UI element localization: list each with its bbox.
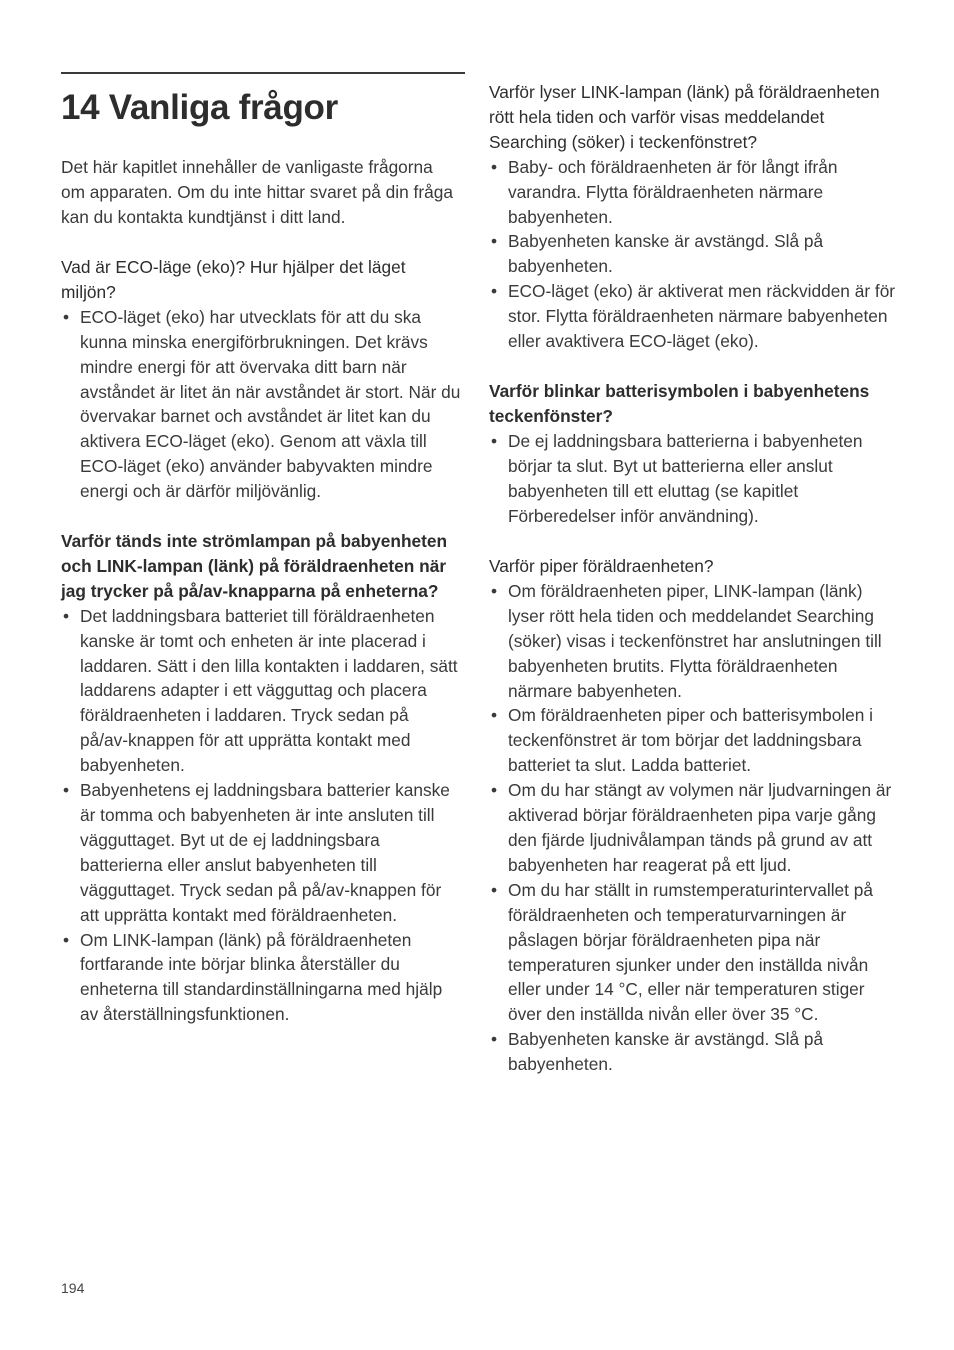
list-item: • Babyenheten kanske är avstängd. Slå på babyenheten. — [489, 229, 897, 279]
faq-answer-list — [489, 155, 897, 354]
list-item: • Babyenhetens ej laddningsbara batterier kanske är tomma och babyenheten är inte ansluten till vägguttaget. Byt ut de ej laddningsbara batterierna eller anslut babyenheten till vägguttaget. Tryck sedan på på/av-knappen för att upprätta kontakt med föräldraenheten. — [61, 778, 461, 927]
list-item: • Om föräldraenheten piper, LINK-lampan (länk) lyser rött hela tiden och meddelandet Searching (söker) visas i teckenfönstret har anslutningen till babyenheten brutits. Flytta föräldraenheten närmare babyenheten. — [489, 579, 897, 704]
faq-question: Varför blinkar batterisymbolen i babyenhetens teckenfönster? — [489, 381, 870, 426]
list-item: • Om du har ställt in rumstemperaturintervallet på föräldraenheten och temperaturvarningen är påslagen börjar föräldraenheten pipa när temperaturen sjunker under den inställda nivån eller under 14 °C, eller när temperaturen stiger över den inställda nivån eller över 35 °C. — [489, 878, 897, 1027]
faq-question: Vad är ECO-läge (eko)? Hur hjälper det läget miljön? — [61, 257, 406, 302]
faq-answer-list — [61, 604, 461, 1027]
faq-battery-symbol — [489, 379, 897, 528]
list-item: • De ej laddningsbara batterierna i babyenheten börjar ta slut. Byt ut batterierna eller anslut babyenheten till ett eluttag (se kapitlet Förberedelser inför användning). — [489, 429, 897, 529]
faq-answer-list — [61, 305, 461, 504]
faq-question: Varför piper föräldraenheten? — [489, 556, 714, 576]
intro-paragraph: Det här kapitlet innehåller de vanligaste frågorna om apparaten. Om du inte hittar svaret på din fråga kan du kontakta kundtjänst i ditt land. — [61, 157, 453, 227]
faq-power-light — [61, 529, 461, 1027]
faq-eco-mode — [61, 255, 461, 504]
faq-answer-list — [489, 429, 897, 529]
page-title: 14 Vanliga frågor — [61, 88, 338, 127]
list-item: • Baby- och föräldraenheten är för långt ifrån varandra. Flytta föräldraenheten närmare babyenheten. — [489, 155, 897, 230]
faq-answer-list — [489, 579, 897, 1077]
list-item: • Babyenheten kanske är avstängd. Slå på babyenheten. — [489, 1027, 897, 1077]
list-item: • Om LINK-lampan (länk) på föräldraenheten fortfarande inte börjar blinka återställer du enheterna till standardinställningarna med hjälp av återställningsfunktionen. — [61, 928, 461, 1028]
faq-question: Varför tänds inte strömlampan på babyenheten och LINK-lampan (länk) på föräldraenheten när jag trycker på på/av-knapparna på enheterna? — [61, 531, 448, 601]
page-number: 194 — [61, 1280, 85, 1296]
faq-question: Varför lyser LINK-lampan (länk) på föräldraenheten rött hela tiden och varför visas meddelandet Searching (söker) i teckenfönstret? — [489, 82, 880, 152]
list-item: • Det laddningsbara batteriet till föräldraenheten kanske är tomt och enheten är inte placerad i laddaren. Sätt i den lilla kontakten i laddaren, sätt laddarens adapter i ett vägguttag och placera föräldraenheten i laddaren. Tryck sedan på på/av-knappen för att upprätta kontakt med babyenheten. — [61, 604, 461, 778]
faq-link-light — [489, 80, 897, 354]
faq-parent-beeps — [489, 554, 897, 1077]
list-item: • Om du har stängt av volymen när ljudvarningen är aktiverad börjar föräldraenheten pipa varje gång den fjärde ljudnivålampan tänds på grund av att babyenheten har reagerat på ett ljud. — [489, 778, 897, 878]
list-item: • ECO-läget (eko) har utvecklats för att du ska kunna minska energiförbrukningen. Det krävs mindre energi för att övervaka ditt barn när avståndet är litet än när avståndet är stort. När du övervakar barnet och avståndet är litet kan du aktivera ECO-läget (eko). Genom att växla till ECO-läget (eko) använder babyvakten mindre energi och är därför miljövänlig. — [61, 305, 461, 504]
list-item: • ECO-läget (eko) är aktiverat men räckvidden är för stor. Flytta föräldraenheten närmare babyenheten eller avaktivera ECO-läget (eko). — [489, 279, 897, 354]
header-rule — [61, 72, 465, 74]
list-item: • Om föräldraenheten piper och batterisymbolen i teckenfönstret är tom börjar det laddningsbara batteriet ta slut. Ladda batteriet. — [489, 703, 897, 778]
